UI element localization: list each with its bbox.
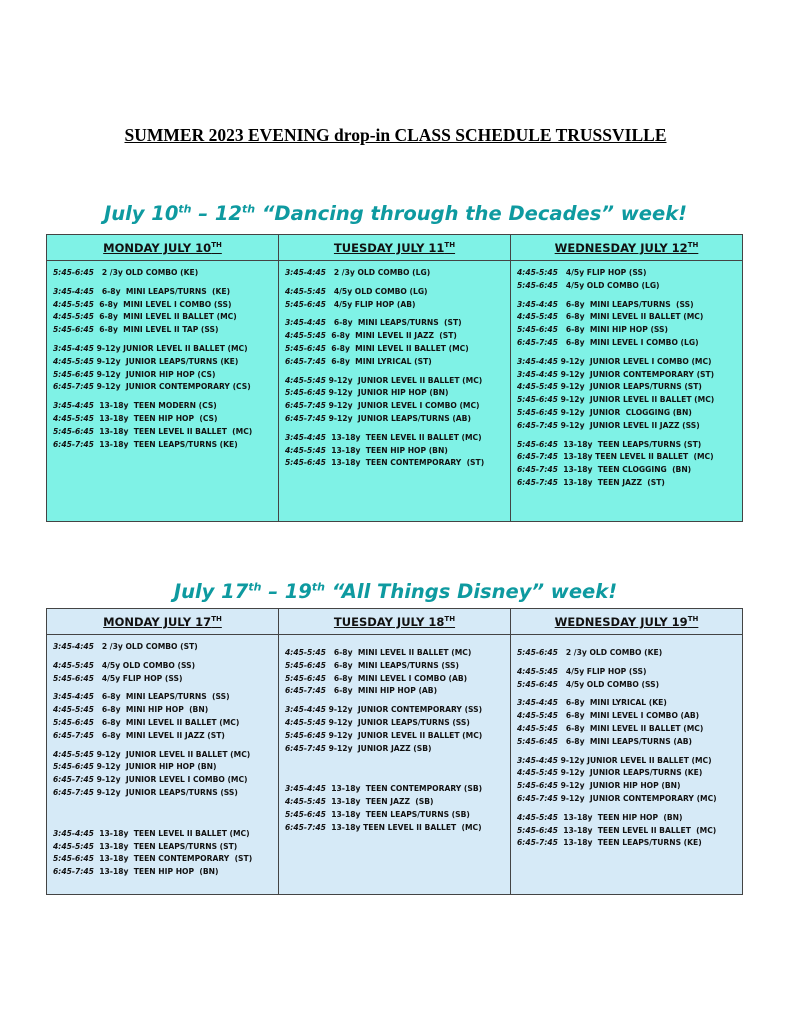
- class-entry: [517, 439, 738, 452]
- class-description: 6-8y MINI LEVEL II JAZZ (ST): [325, 331, 457, 341]
- class-description: 4/5y OLD COMBO (LG): [325, 286, 428, 296]
- class-entry: [517, 267, 738, 280]
- class-time: 3:45-4:45: [285, 268, 326, 277]
- class-description: 9-12y JUNIOR JAZZ (SB): [325, 743, 432, 753]
- class-description: 6-8y MINI LEAPS/TURNS (SS): [325, 660, 459, 670]
- day-header-wednesday: WEDNESDAY JULY 19TH: [511, 609, 743, 635]
- class-time: 5:45-6:45: [53, 854, 94, 864]
- class-description: 6-8y MINI LEVEL II BALLET (MC): [325, 648, 472, 657]
- class-entry: [53, 641, 274, 654]
- wednesday-classes: [511, 635, 743, 895]
- class-entry: [285, 267, 506, 280]
- class-time: 6:45-7:45: [517, 452, 558, 462]
- class-description: 6-8y MINI LEVEL I COMBO (LG): [557, 337, 699, 347]
- class-time: 6:45-7:45: [517, 337, 558, 347]
- class-time: 6:45-7:45: [53, 382, 94, 392]
- class-description: 9-12y JUNIOR CLOGGING (BN): [557, 407, 692, 417]
- tuesday-classes: [279, 635, 511, 895]
- class-entry: [53, 828, 274, 841]
- class-entry: [517, 755, 738, 768]
- class-time: 5:45-6:45: [517, 679, 558, 689]
- class-time: 5:45-6:45: [285, 660, 326, 670]
- class-entry: [517, 464, 738, 477]
- class-time: 5:45-6:45: [517, 736, 558, 746]
- class-description: 6-8y MINI LYRICAL (KE): [557, 698, 667, 708]
- class-time: 4:45-5:45: [53, 413, 94, 423]
- class-description: 9-12y JUNIOR LEVEL II BALLET (MC): [93, 749, 251, 759]
- class-description: 6-8y MINI LYRICAL (ST): [325, 356, 432, 366]
- class-time: 4:45-5:45: [517, 382, 558, 392]
- class-time: 4:45-5:45: [517, 711, 558, 721]
- class-time: 4:45-5:45: [285, 717, 326, 727]
- class-time: 6:45-7:45: [517, 420, 558, 430]
- class-description: 9-12y JUNIOR LEVEL I COMBO (MC): [93, 775, 248, 785]
- class-entry: [285, 317, 506, 330]
- class-time: 5:45-6:45: [517, 781, 558, 791]
- class-time: 6:45-7:45: [285, 822, 326, 832]
- class-description: 13-18y TEEN LEAPS/TURNS (ST): [93, 841, 238, 851]
- class-time: 4:45-5:45: [285, 445, 326, 455]
- class-time: 6:45-7:45: [53, 730, 94, 740]
- page-title: SUMMER 2023 EVENING drop-in CLASS SCHEDULE TRUSSVILLE: [124, 125, 667, 145]
- class-time: 4:45-5:45: [517, 312, 558, 322]
- class-description: 13-18y TEEN LEVEL II BALLET (MC): [557, 825, 717, 835]
- class-entry: [53, 730, 274, 743]
- class-entry: [53, 841, 274, 854]
- class-description: 13-18y TEEN LEAPS/TURNS (KE): [93, 439, 238, 449]
- class-description: 9-12y JUNIOR CONTEMPORARY (CS): [93, 382, 251, 392]
- class-description: 13-18y TEEN JAZZ (ST): [557, 477, 665, 487]
- class-entry: [285, 685, 506, 698]
- day-header-monday: MONDAY JULY 17TH: [47, 609, 279, 635]
- class-description: 2 /3y OLD COMBO (KE): [93, 268, 199, 277]
- class-description: 13-18y TEEN LEAPS/TURNS (ST): [557, 439, 702, 449]
- monday-classes: [47, 635, 279, 895]
- class-description: 9-12y JUNIOR LEVEL II BALLET (MC): [557, 755, 712, 765]
- class-entry: [285, 400, 506, 413]
- class-description: 9-12y JUNIOR HIP HOP (BN): [93, 762, 217, 772]
- class-entry: [285, 673, 506, 686]
- class-entry: [53, 381, 274, 394]
- class-description: 9-12y JUNIOR LEAPS/TURNS (AB): [325, 413, 471, 423]
- class-description: 9-12y JUNIOR LEVEL II BALLET (MC): [557, 395, 715, 405]
- class-entry: [53, 369, 274, 382]
- class-entry: [285, 717, 506, 730]
- class-time: 5:45-6:45: [517, 825, 558, 835]
- class-time: 3:45-4:45: [517, 369, 558, 379]
- class-entry: [517, 369, 738, 382]
- class-entry: [285, 647, 506, 660]
- class-description: 13-18y TEEN HIP HOP (BN): [93, 867, 219, 877]
- class-time: 5:45-6:45: [517, 395, 558, 405]
- class-time: 4:45-5:45: [285, 286, 326, 296]
- class-description: 9-12y JUNIOR CONTEMPORARY (ST): [557, 369, 715, 379]
- class-time: 6:45-7:45: [53, 775, 94, 785]
- class-entry: [53, 413, 274, 426]
- class-entry: [53, 691, 274, 704]
- class-description: 4/5y OLD COMBO (SS): [557, 679, 660, 689]
- class-time: 4:45-5:45: [517, 768, 558, 778]
- class-description: 13-18y TEEN CONTEMPORARY (SB): [325, 784, 483, 794]
- class-time: 3:45-4:45: [53, 401, 94, 411]
- class-description: 4/5y FLIP HOP (AB): [325, 299, 416, 309]
- class-entry: [517, 780, 738, 793]
- class-entry: [517, 477, 738, 490]
- class-description: 4/5y OLD COMBO (LG): [557, 280, 660, 290]
- class-time: 3:45-4:45: [285, 705, 326, 715]
- class-description: 6-8y MINI LEAPS/TURNS (KE): [93, 286, 231, 296]
- class-time: 5:45-6:45: [517, 280, 558, 290]
- class-entry: [53, 299, 274, 312]
- class-description: 9-12y JUNIOR LEAPS/TURNS (KE): [557, 768, 703, 778]
- class-time: 6:45-7:45: [53, 439, 94, 449]
- class-entry: [53, 439, 274, 452]
- class-entry: [517, 394, 738, 407]
- class-description: 9-12y JUNIOR LEVEL I COMBO (MC): [557, 356, 712, 366]
- class-description: 9-12y JUNIOR HIP HOP (BN): [557, 781, 681, 791]
- class-description: 6-8y MINI LEVEL II TAP (SS): [93, 325, 219, 335]
- class-entry: [517, 837, 738, 850]
- class-description: 6-8y MINI LEVEL II JAZZ (ST): [93, 730, 225, 740]
- class-entry: [285, 343, 506, 356]
- class-entry: [53, 853, 274, 866]
- class-time: 5:45-6:45: [517, 648, 558, 657]
- class-description: 9-12y JUNIOR LEVEL I COMBO (MC): [325, 401, 480, 411]
- class-description: 13-18y TEEN LEAPS/TURNS (KE): [557, 838, 702, 848]
- class-description: 9-12y JUNIOR LEAPS/TURNS (SS): [93, 787, 238, 797]
- class-entry: [517, 356, 738, 369]
- class-time: 5:45-6:45: [285, 388, 326, 398]
- class-time: 3:45-4:45: [53, 642, 94, 651]
- class-time: 5:45-6:45: [285, 343, 326, 353]
- class-description: 13-18y TEEN HIP HOP (BN): [325, 445, 448, 455]
- class-description: 4/5y FLIP HOP (SS): [93, 673, 183, 683]
- class-description: 6-8y MINI HIP HOP (SS): [557, 325, 668, 335]
- class-entry: [53, 761, 274, 774]
- class-time: 4:45-5:45: [53, 841, 94, 851]
- class-description: 9-12y JUNIOR LEVEL II BALLET (MC): [325, 375, 483, 385]
- class-time: 5:45-6:45: [517, 325, 558, 335]
- class-time: 5:45-6:45: [285, 730, 326, 740]
- class-time: 5:45-6:45: [285, 299, 326, 309]
- class-description: 6-8y MINI LEVEL I COMBO (SS): [93, 299, 232, 309]
- class-time: 3:45-4:45: [53, 286, 94, 296]
- class-entry: [517, 324, 738, 337]
- class-description: 13-18y TEEN HIP HOP (CS): [93, 413, 218, 423]
- class-description: 6-8y MINI LEVEL II BALLET (MC): [93, 717, 240, 727]
- tuesday-classes: [279, 261, 511, 522]
- class-entry: [517, 812, 738, 825]
- class-time: 6:45-7:45: [53, 867, 94, 877]
- class-time: 4:45-5:45: [285, 331, 326, 341]
- class-description: 9-12y JUNIOR LEAPS/TURNS (SS): [325, 717, 470, 727]
- class-time: 3:45-4:45: [285, 784, 326, 794]
- class-description: 2 /3y OLD COMBO (LG): [325, 268, 431, 277]
- class-entry: [53, 787, 274, 800]
- day-header-monday: MONDAY JULY 10TH: [47, 235, 279, 261]
- class-time: 4:45-5:45: [53, 749, 94, 759]
- class-entry: [517, 666, 738, 679]
- class-time: 6:45-7:45: [517, 465, 558, 475]
- class-time: 4:45-5:45: [517, 812, 558, 822]
- class-entry: [517, 723, 738, 736]
- class-description: 2 /3y OLD COMBO (KE): [557, 648, 663, 657]
- class-entry: [53, 426, 274, 439]
- class-time: 4:45-5:45: [53, 312, 94, 322]
- class-description: 13-18y TEEN LEVEL II BALLET (MC): [325, 822, 482, 832]
- class-entry: [285, 330, 506, 343]
- class-description: 6-8y MINI LEAPS/TURNS (SS): [93, 692, 230, 702]
- class-description: 9-12y JUNIOR LEAPS/TURNS (KE): [93, 356, 239, 366]
- class-entry: [517, 710, 738, 723]
- class-entry: [285, 809, 506, 822]
- class-entry: [53, 286, 274, 299]
- class-entry: [517, 407, 738, 420]
- class-time: 6:45-7:45: [285, 356, 326, 366]
- class-entry: [285, 356, 506, 369]
- class-entry: [53, 774, 274, 787]
- class-time: 5:45-6:45: [53, 369, 94, 379]
- class-time: 4:45-5:45: [517, 666, 558, 676]
- class-time: 4:45-5:45: [53, 356, 94, 366]
- day-header-wednesday: WEDNESDAY JULY 12TH: [511, 235, 743, 261]
- class-time: 5:45-6:45: [53, 426, 94, 436]
- class-description: 9-12y JUNIOR LEAPS/TURNS (ST): [557, 382, 702, 392]
- class-description: 9-12y JUNIOR LEVEL II BALLET (MC): [325, 730, 483, 740]
- class-entry: [53, 311, 274, 324]
- class-description: 4/5y OLD COMBO (SS): [93, 660, 196, 670]
- class-description: 4/5y FLIP HOP (SS): [557, 666, 647, 676]
- class-entry: [53, 267, 274, 280]
- class-time: 4:45-5:45: [53, 299, 94, 309]
- class-time: 5:45-6:45: [285, 458, 326, 468]
- class-time: 3:45-4:45: [517, 698, 558, 708]
- class-entry: [285, 822, 506, 835]
- class-description: 4/5y FLIP HOP (SS): [557, 268, 647, 277]
- class-time: 5:45-6:45: [53, 325, 94, 335]
- class-time: 5:45-6:45: [285, 673, 326, 683]
- class-description: 13-18y TEEN HIP HOP (BN): [557, 812, 683, 822]
- class-entry: [53, 400, 274, 413]
- class-entry: [517, 420, 738, 433]
- class-time: 4:45-5:45: [285, 375, 326, 385]
- class-description: 13-18y TEEN LEVEL II BALLET (MC): [325, 432, 482, 442]
- class-time: 4:45-5:45: [285, 648, 326, 657]
- class-entry: [517, 337, 738, 350]
- class-time: 4:45-5:45: [517, 268, 558, 277]
- class-entry: [517, 647, 738, 660]
- week-1-heading: July 10th – 12th “Dancing through the Decades” week!: [103, 202, 688, 225]
- class-entry: [285, 457, 506, 470]
- class-entry: [53, 356, 274, 369]
- class-description: 2 /3y OLD COMBO (ST): [93, 642, 198, 651]
- class-time: 6:45-7:45: [285, 401, 326, 411]
- spacer: [53, 800, 274, 828]
- day-header-row: [47, 609, 743, 635]
- day-header-row: [47, 235, 743, 261]
- class-time: 4:45-5:45: [285, 797, 326, 807]
- class-time: 3:45-4:45: [517, 356, 558, 366]
- class-time: 6:45-7:45: [517, 793, 558, 803]
- class-description: 6-8y MINI LEVEL I COMBO (AB): [325, 673, 468, 683]
- class-entry: [517, 825, 738, 838]
- class-entry: [285, 299, 506, 312]
- class-time: 4:45-5:45: [53, 660, 94, 670]
- class-description: 13-18y TEEN CLOGGING (BN): [557, 465, 692, 475]
- class-description: 13-18y TEEN LEVEL II BALLET (MC): [557, 452, 714, 462]
- class-time: 5:45-6:45: [53, 762, 94, 772]
- class-description: 9-12y JUNIOR LEVEL II BALLET (MC): [93, 343, 248, 353]
- class-time: 5:45-6:45: [517, 439, 558, 449]
- class-time: 6:45-7:45: [285, 743, 326, 753]
- class-entry: [285, 704, 506, 717]
- class-time: 5:45-6:45: [53, 717, 94, 727]
- class-entry: [285, 375, 506, 388]
- monday-classes: [47, 261, 279, 522]
- class-entry: [285, 796, 506, 809]
- class-entry: [53, 660, 274, 673]
- class-time: 5:45-6:45: [53, 673, 94, 683]
- class-description: 9-12y JUNIOR LEVEL II JAZZ (SS): [557, 420, 700, 430]
- class-description: 9-12y JUNIOR CONTEMPORARY (MC): [557, 793, 717, 803]
- class-entry: [517, 697, 738, 710]
- class-time: 3:45-4:45: [517, 755, 558, 765]
- class-time: 5:45-6:45: [53, 268, 94, 277]
- class-description: 13-18y TEEN LEVEL II BALLET (MC): [93, 828, 250, 838]
- class-entry: [285, 387, 506, 400]
- class-description: 13-18y TEEN JAZZ (SB): [325, 797, 434, 807]
- class-description: 6-8y MINI LEAPS/TURNS (SS): [557, 299, 694, 309]
- class-description: 13-18y TEEN CONTEMPORARY (ST): [325, 458, 485, 468]
- class-time: 6:45-7:45: [517, 838, 558, 848]
- class-entry: [517, 280, 738, 293]
- class-entry: [517, 679, 738, 692]
- class-description: 9-12y JUNIOR HIP HOP (BN): [325, 388, 449, 398]
- class-description: 13-18y TEEN CONTEMPORARY (ST): [93, 854, 253, 864]
- class-description: 9-12y JUNIOR CONTEMPORARY (SS): [325, 705, 483, 715]
- class-time: 4:45-5:45: [517, 723, 558, 733]
- class-entry: [285, 286, 506, 299]
- class-time: 5:45-6:45: [517, 407, 558, 417]
- day-header-tuesday: TUESDAY JULY 11TH: [279, 235, 511, 261]
- class-description: 13-18y TEEN MODERN (CS): [93, 401, 217, 411]
- day-header-tuesday: TUESDAY JULY 18TH: [279, 609, 511, 635]
- class-entry: [517, 767, 738, 780]
- week-2-heading: July 17th – 19th “All Things Disney” week!: [173, 580, 618, 603]
- class-description: 6-8y MINI LEAPS/TURNS (ST): [325, 318, 462, 328]
- class-description: 13-18y TEEN LEAPS/TURNS (SB): [325, 809, 470, 819]
- class-time: 3:45-4:45: [285, 318, 326, 328]
- class-description: 6-8y MINI LEVEL II BALLET (MC): [557, 723, 704, 733]
- class-entry: [517, 311, 738, 324]
- class-description: 9-12y JUNIOR HIP HOP (CS): [93, 369, 216, 379]
- class-entry: [285, 432, 506, 445]
- class-entry: [53, 343, 274, 356]
- spacer: [285, 755, 506, 783]
- class-entry: [285, 413, 506, 426]
- class-description: 6-8y MINI LEVEL II BALLET (MC): [325, 343, 469, 353]
- class-description: 6-8y MINI LEVEL II BALLET (MC): [93, 312, 237, 322]
- class-time: 4:45-5:45: [53, 705, 94, 715]
- class-entry: [53, 717, 274, 730]
- class-time: 3:45-4:45: [53, 343, 94, 353]
- class-entry: [53, 673, 274, 686]
- class-entry: [517, 299, 738, 312]
- week-2-schedule-table: [46, 608, 743, 895]
- class-time: 5:45-6:45: [285, 809, 326, 819]
- class-entry: [517, 451, 738, 464]
- class-description: 13-18y TEEN LEVEL II BALLET (MC): [93, 426, 253, 436]
- class-entry: [285, 743, 506, 756]
- class-entry: [53, 749, 274, 762]
- class-entry: [285, 730, 506, 743]
- class-time: 3:45-4:45: [53, 828, 94, 838]
- class-description: 6-8y MINI LEVEL I COMBO (AB): [557, 711, 700, 721]
- class-description: 6-8y MINI HIP HOP (AB): [325, 686, 438, 696]
- class-time: 3:45-4:45: [285, 432, 326, 442]
- class-entry: [285, 445, 506, 458]
- week-1-schedule-table: [46, 234, 743, 522]
- class-entry: [53, 324, 274, 337]
- class-time: 3:45-4:45: [53, 692, 94, 702]
- class-entry: [285, 783, 506, 796]
- class-entry: [285, 660, 506, 673]
- class-entry: [517, 381, 738, 394]
- class-entry: [517, 736, 738, 749]
- class-time: 6:45-7:45: [53, 787, 94, 797]
- class-entry: [53, 704, 274, 717]
- class-entry: [517, 793, 738, 806]
- class-time: 6:45-7:45: [285, 686, 326, 696]
- class-description: 6-8y MINI LEVEL II BALLET (MC): [557, 312, 704, 322]
- class-time: 6:45-7:45: [285, 413, 326, 423]
- class-entry: [53, 866, 274, 879]
- class-time: 3:45-4:45: [517, 299, 558, 309]
- class-time: 6:45-7:45: [517, 477, 558, 487]
- class-description: 6-8y MINI LEAPS/TURNS (AB): [557, 736, 693, 746]
- wednesday-classes: [511, 261, 743, 522]
- class-description: 6-8y MINI HIP HOP (BN): [93, 705, 209, 715]
